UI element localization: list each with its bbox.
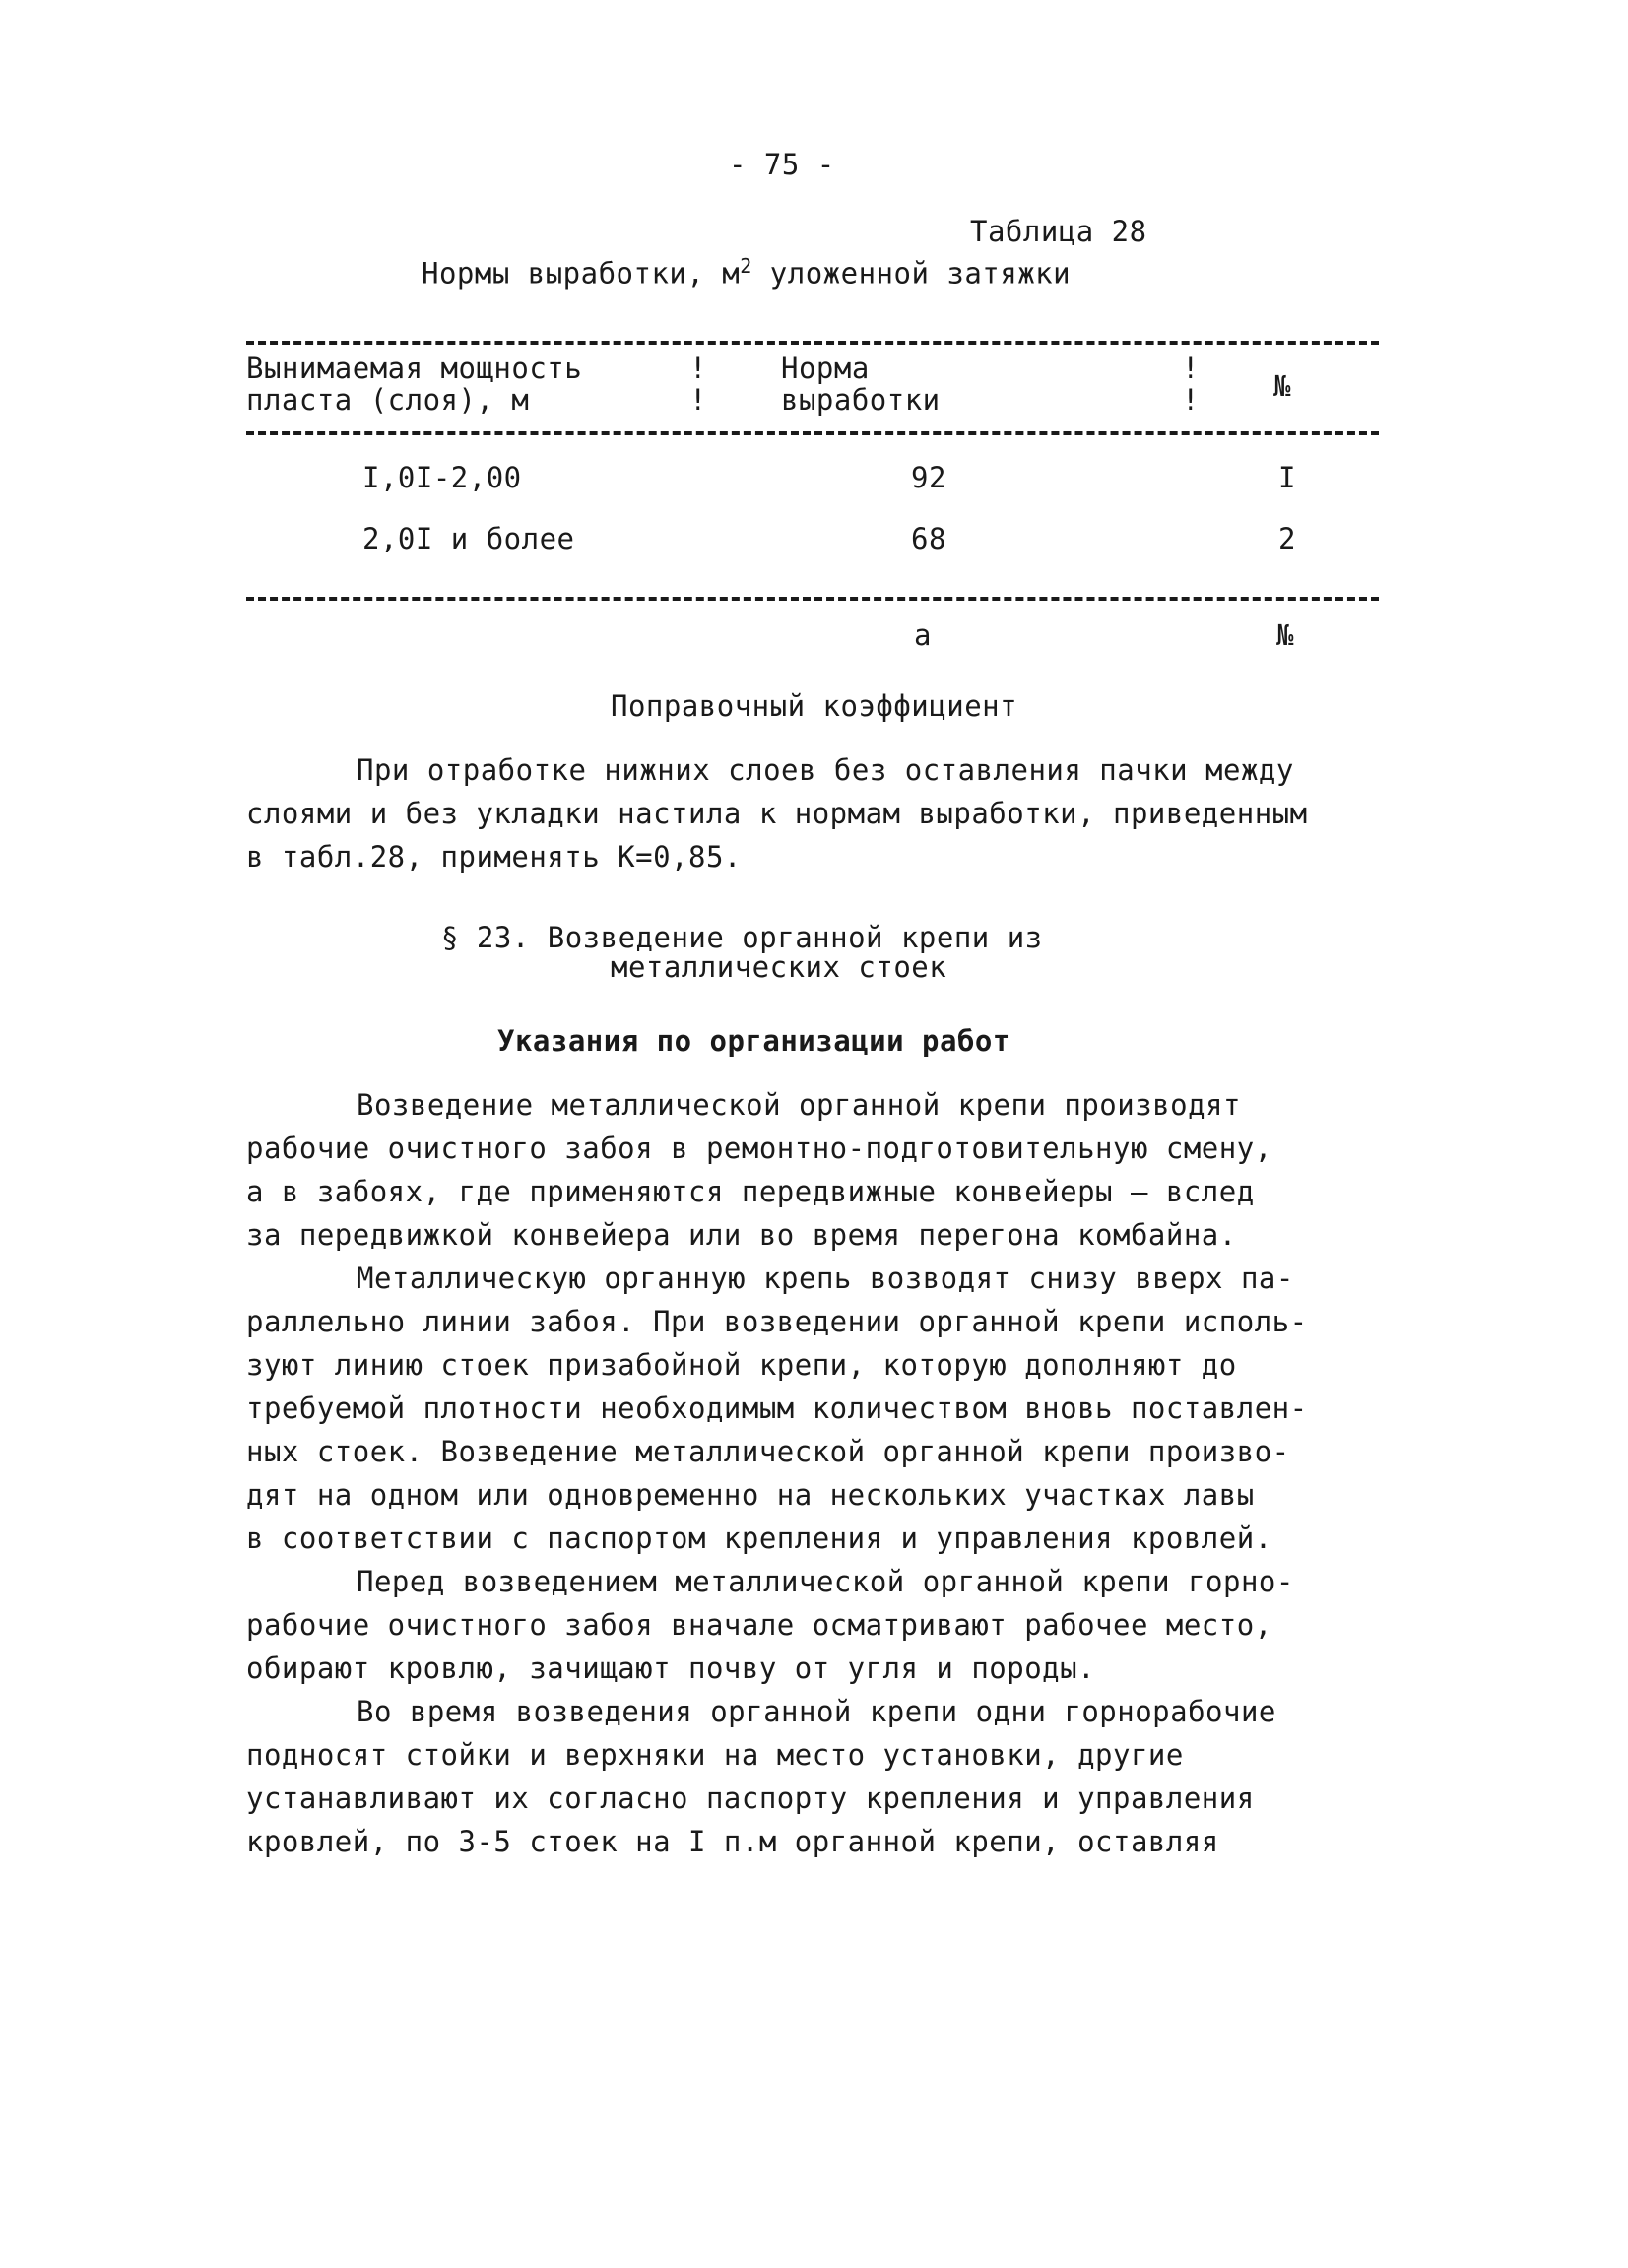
body-line: зуют линию стоек призабойной крепи, которую дополняют до bbox=[246, 1348, 1237, 1382]
section-title-line-2: металлических стоек bbox=[611, 950, 947, 984]
table-title-suffix: уложенной затяжки bbox=[751, 256, 1072, 291]
table-top-rule bbox=[246, 341, 1379, 345]
body-line: за передвижкой конвейера или во время перегона комбайна. bbox=[246, 1218, 1237, 1252]
correction-paragraph bbox=[246, 748, 1379, 878]
section-title-line-1: § 23. Возведение органной крепи из bbox=[441, 921, 1043, 954]
body-line: рабочие очистного забоя вначале осматривают рабочее место, bbox=[246, 1608, 1272, 1642]
header-separator-1-bottom: ! bbox=[689, 383, 707, 417]
table-title bbox=[422, 254, 1071, 291]
header-col-norm-line1: Норма bbox=[781, 352, 870, 385]
table-bottom-rule bbox=[246, 597, 1379, 601]
table-title-text: Нормы выработки, м bbox=[422, 256, 741, 291]
correction-line: в табл.28, применять К=0,85. bbox=[246, 840, 742, 874]
body-line: раллельно линии забоя. При возведении органной крепи исполь- bbox=[246, 1305, 1308, 1338]
body-paragraph-2 bbox=[246, 1257, 1379, 1560]
footer-col-number: № bbox=[1276, 618, 1294, 652]
body-line: подносят стойки и верхняки на место установки, другие bbox=[246, 1738, 1184, 1772]
header-separator-1 bbox=[689, 353, 706, 416]
body-line: требуемой плотности необходимым количеством вновь поставлен- bbox=[246, 1392, 1308, 1425]
body-line: рабочие очистного забоя в ремонтно-подготовительную смену, bbox=[246, 1132, 1272, 1165]
body-line: обирают кровлю, зачищают почву от угля и породы. bbox=[246, 1652, 1096, 1685]
row-2-thickness: 2,0I и более bbox=[362, 522, 575, 555]
correction-line: При отработке нижних слоев без оставления пачки между bbox=[357, 753, 1294, 787]
page-number: - 75 - bbox=[729, 148, 835, 181]
body-line: Перед возведением металлической органной крепи горно- bbox=[357, 1565, 1294, 1598]
footer-col-norm: а bbox=[914, 618, 932, 652]
row-2-number: 2 bbox=[1278, 522, 1296, 555]
header-separator-2 bbox=[1182, 353, 1199, 416]
body-line: в соответствии с паспортом крепления и управления кровлей. bbox=[246, 1522, 1272, 1555]
body-paragraph-4 bbox=[246, 1690, 1379, 1863]
body-line: Возведение металлической органной крепи производят bbox=[357, 1088, 1241, 1122]
table-header-rule bbox=[246, 431, 1379, 435]
body-line: а в забоях, где применяются передвижные конвейеры – вслед bbox=[246, 1175, 1255, 1208]
header-col-thickness bbox=[246, 353, 582, 416]
body-line: Во время возведения органной крепи одни горнорабочие bbox=[357, 1695, 1276, 1728]
row-1-thickness: I,0I-2,00 bbox=[362, 461, 522, 494]
header-separator-2-bottom: ! bbox=[1182, 383, 1200, 417]
row-1-number: I bbox=[1278, 461, 1296, 494]
header-col-thickness-line1: Вынимаемая мощность bbox=[246, 352, 583, 385]
row-1-norm: 92 bbox=[911, 461, 946, 494]
body-line: устанавливают их согласно паспорту крепления и управления bbox=[246, 1782, 1255, 1815]
body-line: дят на одном или одновременно на нескольких участках лавы bbox=[246, 1478, 1255, 1512]
header-col-number: № bbox=[1273, 369, 1291, 403]
body-line: ных стоек. Возведение металлической органной крепи произво- bbox=[246, 1435, 1290, 1468]
section-subheading: Указания по организации работ bbox=[497, 1024, 1010, 1058]
body-line: кровлей, по 3-5 стоек на I п.м органной крепи, оставляя bbox=[246, 1825, 1219, 1858]
correction-line: слоями и без укладки настила к нормам выработки, приведенным bbox=[246, 797, 1308, 830]
body-line: Металлическую органную крепь возводят снизу вверх па- bbox=[357, 1262, 1294, 1295]
table-caption: Таблица 28 bbox=[970, 215, 1147, 248]
correction-heading: Поправочный коэффициент bbox=[611, 689, 1018, 723]
row-2-norm: 68 bbox=[911, 522, 946, 555]
body-paragraph-3 bbox=[246, 1560, 1379, 1690]
header-separator-2-top: ! bbox=[1182, 352, 1200, 385]
body-paragraph-1 bbox=[246, 1083, 1379, 1257]
header-separator-1-top: ! bbox=[689, 352, 707, 385]
header-col-thickness-line2: пласта (слоя), м bbox=[246, 383, 530, 417]
table-title-superscript: 2 bbox=[740, 254, 752, 278]
header-col-norm bbox=[781, 353, 941, 416]
header-col-norm-line2: выработки bbox=[781, 383, 941, 417]
